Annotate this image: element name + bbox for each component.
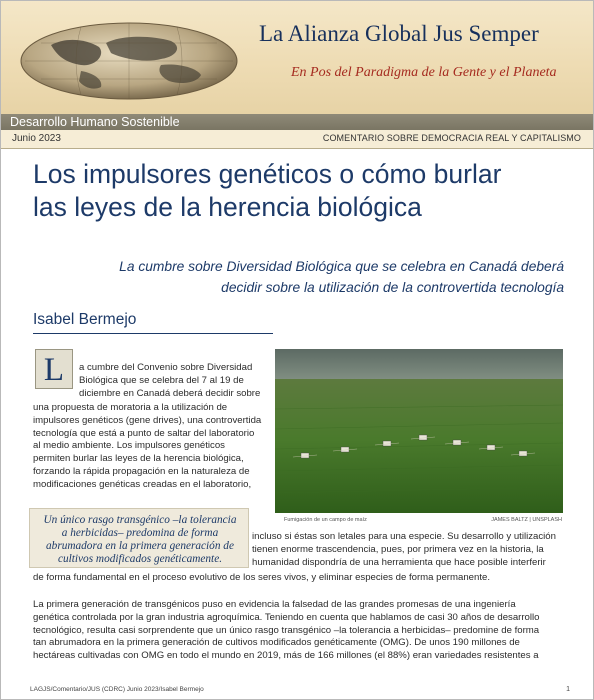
photo-caption: Fumigación de un campo de maíz xyxy=(284,517,367,523)
text-line: modificaciones genéticas creadas en el laboratorio, xyxy=(33,478,252,490)
series-label: COMENTARIO SOBRE DEMOCRACIA REAL Y CAPITALISMO xyxy=(322,133,581,143)
text-line: tan abrumadora en la primera generación de cultivos modificados genéticamente (OMG). De unos 190 millones de xyxy=(33,637,520,649)
text-line: a herbicidas– predomina de forma xyxy=(61,527,219,539)
issue-date: Junio 2023 xyxy=(12,133,61,144)
pull-quote-text xyxy=(38,514,242,566)
author-name: Isabel Bermejo xyxy=(33,311,137,328)
text-line: abrumadora en la primera generación de xyxy=(46,540,234,552)
paragraph-1-start xyxy=(79,362,269,400)
text-line: incluso si éstas son letales para una especie. Su desarrollo y utilización xyxy=(252,531,556,542)
text-line: diciembre en Canadá deberá decidir sobre xyxy=(79,387,261,399)
text-line: permiten burlar las leyes de la herencia biológica, xyxy=(33,453,244,465)
org-title: La Alianza Global Jus Semper xyxy=(259,21,539,46)
footer-citation: LAGJS/Comentario/JUS (CDRC) Junio 2023/Isabel Bermejo xyxy=(30,686,204,693)
text-line: una propuesta de moratoria a la utilización de xyxy=(33,402,228,413)
author-divider xyxy=(33,333,273,334)
text-line: al medio ambiente. Los impulsores genéticos xyxy=(33,440,225,452)
paragraph-2 xyxy=(33,599,563,663)
text-line: tienen enorme trascendencia, pues, por primera vez en la historia, la xyxy=(252,543,544,555)
pull-quote xyxy=(29,508,249,568)
text-line: tecnología que está a punto de saltar del laboratorio xyxy=(33,427,255,439)
text-line: Biológica que se celebra del 7 al 19 de xyxy=(79,374,244,386)
headline-line: Los impulsores genéticos o cómo burlar xyxy=(33,159,502,189)
headline-line: las leyes de la herencia biológica xyxy=(33,192,422,222)
text-line: hectáreas cultivadas con OMG en todo el mundo en 2019, más de 166 millones (el 88%) eran variedades resistentes a xyxy=(33,650,539,662)
article-photo xyxy=(275,349,563,513)
section-band xyxy=(1,114,593,130)
text-line: humanidad dispondría de una herramienta que hace posible interferir xyxy=(252,556,546,568)
text-line: impulsores genéticos (gene drives), una controvertida xyxy=(33,414,262,426)
text-line: cultivos modificados genéticamente. xyxy=(57,553,223,565)
subhead-line: La cumbre sobre Diversidad Biológica que se celebra en Canadá deberá xyxy=(119,259,564,274)
subhead-line: decidir sobre la utilización de la controvertida tecnología xyxy=(221,280,564,295)
article-subhead xyxy=(40,256,564,298)
globe-map-icon xyxy=(11,15,247,107)
paragraph-1-continued xyxy=(252,531,562,569)
meta-row xyxy=(1,130,593,149)
photo-credit: JAMES BALTZ | UNSPLASH xyxy=(491,517,562,523)
text-line: tecnológico, resulta casi sorprendente que un único rasgo transgénico –la tolerancia a herbicidas– predomine de forma xyxy=(33,624,540,636)
dropcap-letter: L xyxy=(43,352,65,388)
text-line: genética controlada por la gran industria agroquímica. Teniendo en cuenta que hablamos de casi 30 años de desarrollo xyxy=(33,611,540,623)
section-label: Desarrollo Humano Sostenible xyxy=(10,115,180,129)
text-line: forzando la rápida propagación en la naturaleza de xyxy=(33,465,250,477)
dropcap-box xyxy=(35,349,73,389)
text-line: a cumbre del Convenio sobre Diversidad xyxy=(79,362,253,373)
paragraph-1-body xyxy=(33,402,269,492)
text-line: La primera generación de transgénicos puso en evidencia la falsedad de las grandes promesas de una ingeniería xyxy=(33,599,516,610)
paragraph-1-end: de forma fundamental en el proceso evolutivo de los seres vivos, y eliminar especies de forma permanente. xyxy=(33,572,491,583)
article-headline xyxy=(33,158,578,224)
page-number: 1 xyxy=(566,686,570,693)
text-line: Un único rasgo transgénico –la tolerancia xyxy=(43,514,237,526)
org-tagline: En Pos del Paradigma de la Gente y el Planeta xyxy=(291,65,557,80)
header-banner xyxy=(1,1,593,114)
